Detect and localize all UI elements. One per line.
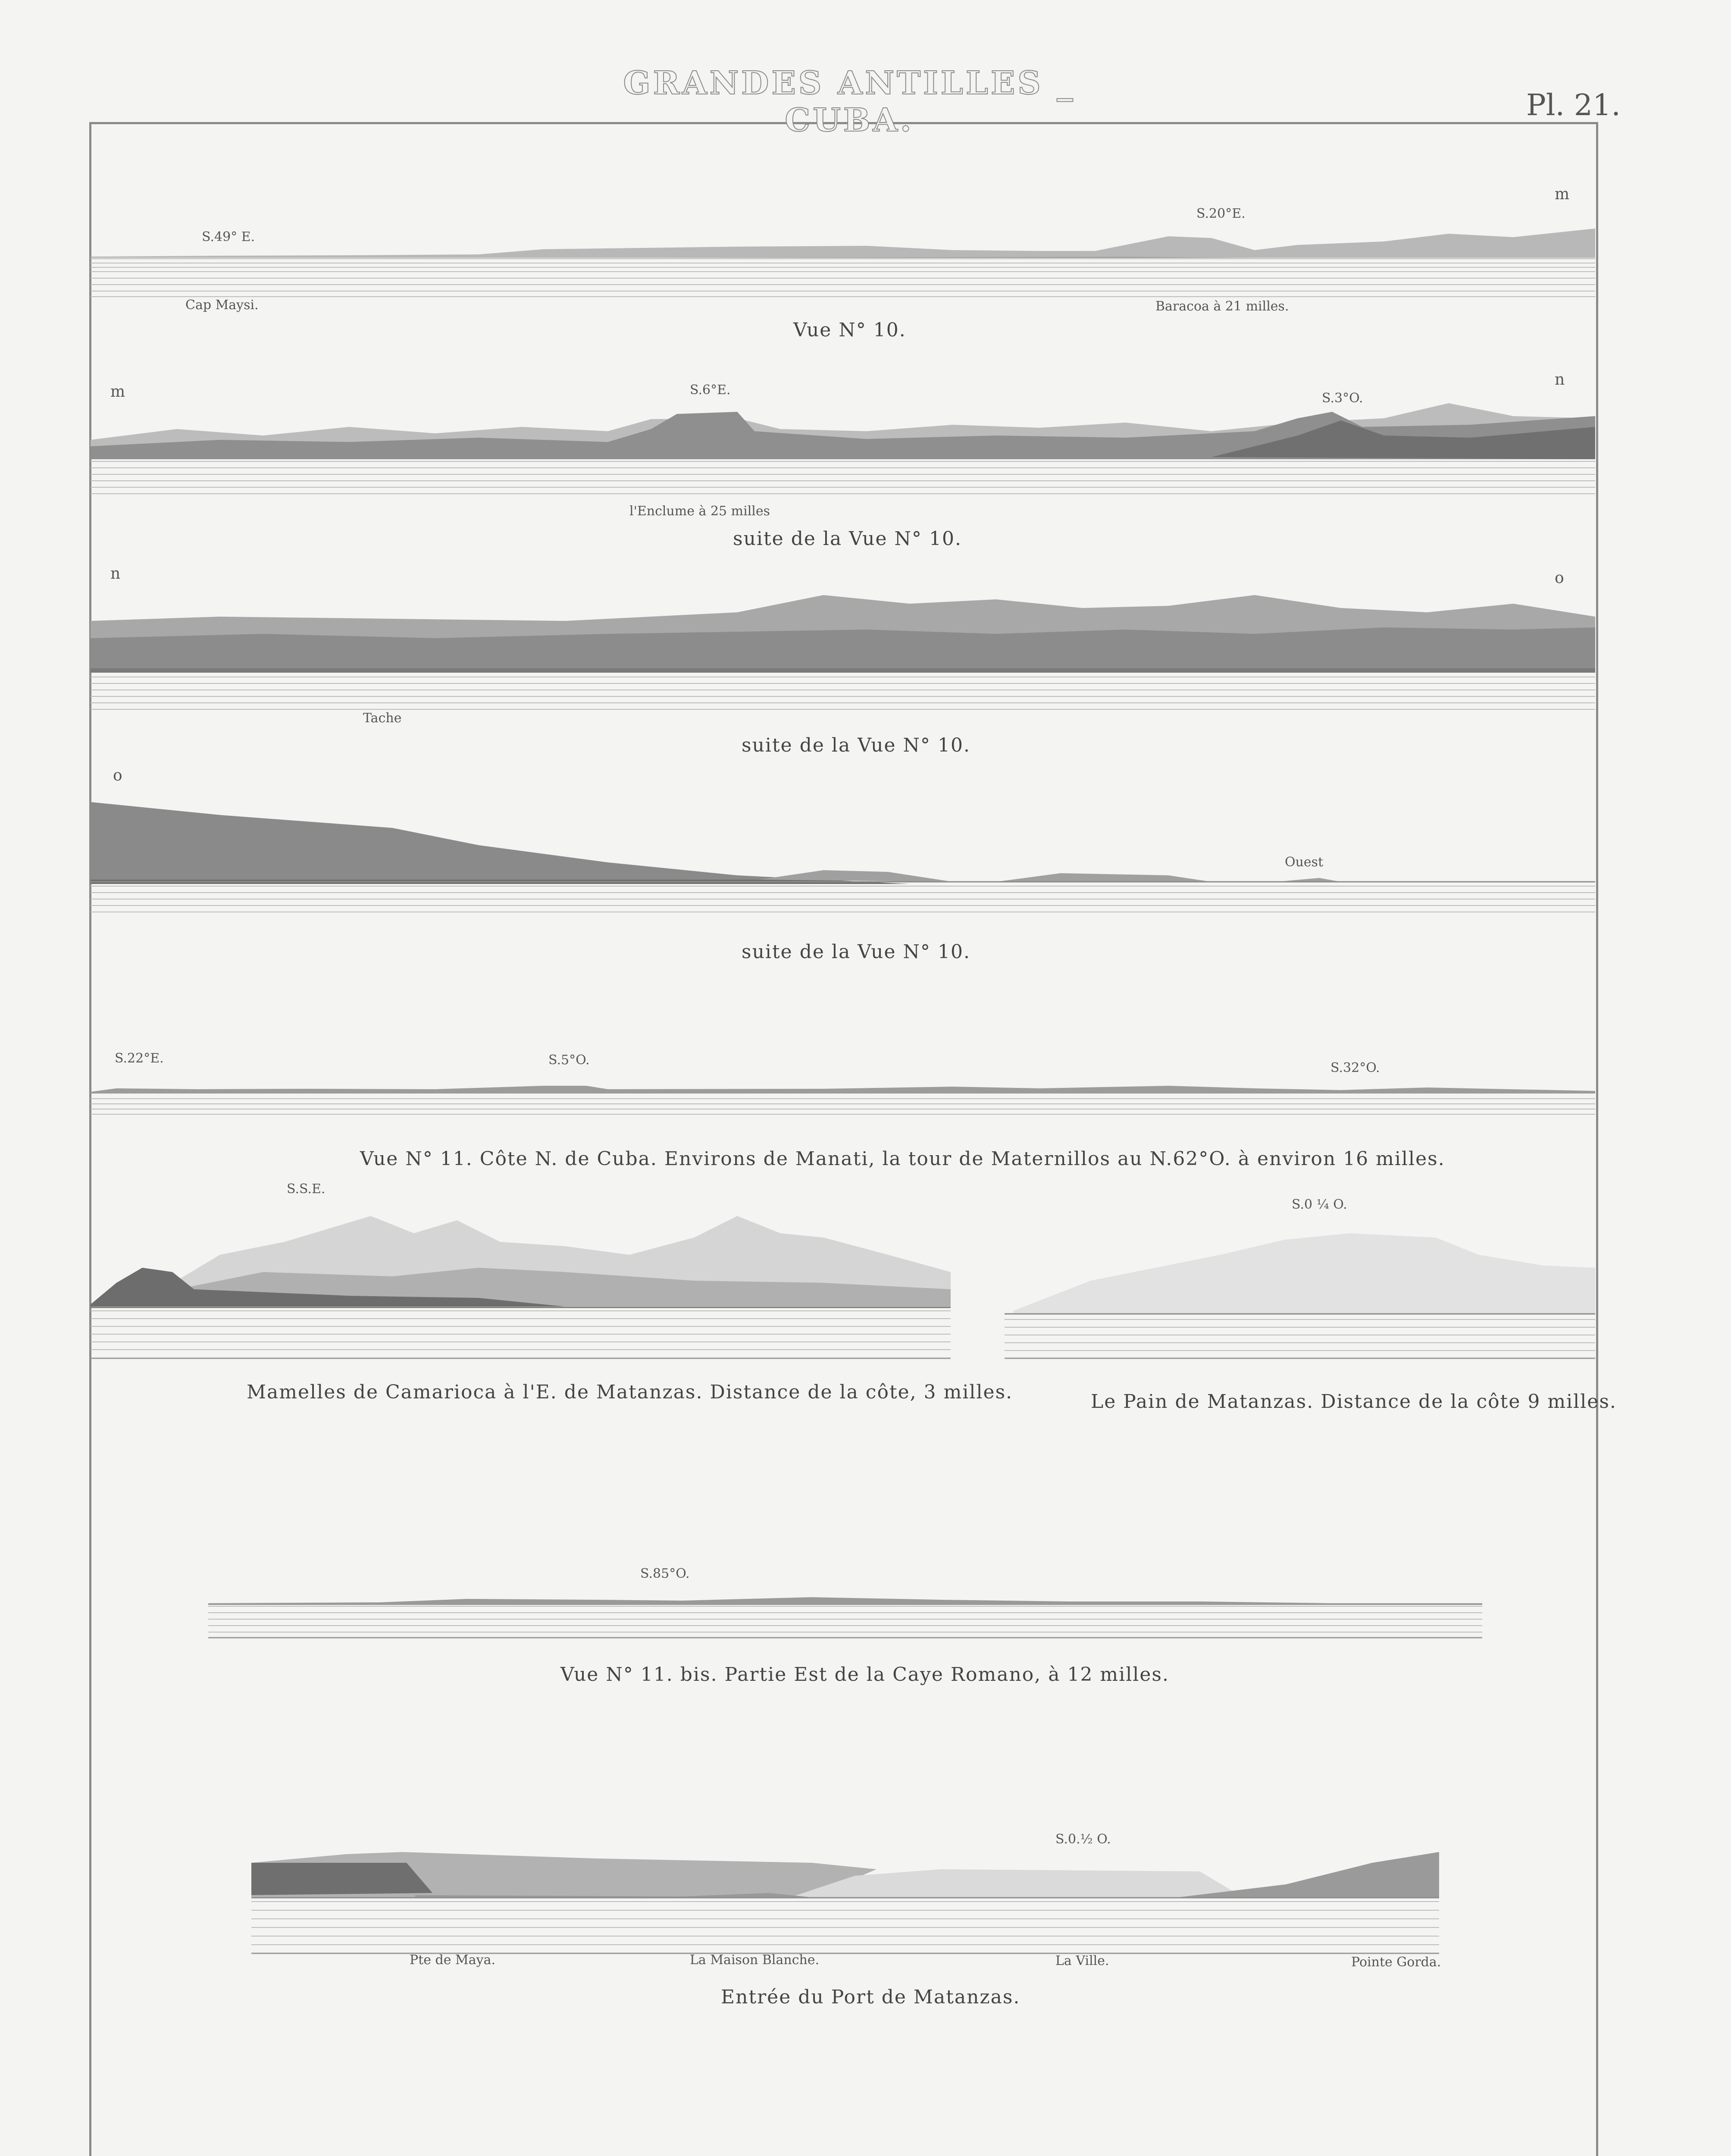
match-letter: n [110, 565, 121, 583]
place-label: Pte de Maya. [410, 1952, 495, 1968]
bearing-label: S.32°O. [1330, 1060, 1380, 1075]
place-label: La Ville. [1055, 1953, 1109, 1968]
plate-number: Pl. 21. [1526, 88, 1621, 122]
bearing-label: S.49° E. [202, 229, 255, 244]
coastal-view-suite-3 [91, 793, 1595, 923]
coastal-view-camarioca [91, 1207, 951, 1363]
bearing-label: S.85°O. [640, 1566, 690, 1581]
place-label: Cap Maysi. [185, 298, 259, 313]
place-label: l'Enclume à 25 milles [629, 504, 770, 519]
place-label: Pointe Gorda. [1351, 1955, 1441, 1970]
coastal-view-suite-1 [91, 388, 1595, 505]
match-letter: n [1555, 371, 1565, 389]
view-caption: Mamelles de Camarioca à l'E. de Matanzas. Distance de la côte, 3 milles. [247, 1381, 1013, 1403]
view-caption: suite de la Vue N° 10. [733, 528, 962, 550]
match-letter: m [1555, 185, 1570, 203]
coastline [91, 229, 1595, 258]
coastal-view-suite-2 [91, 586, 1595, 716]
view-caption: Entrée du Port de Matanzas. [721, 1986, 1020, 2008]
place-label: La Maison Blanche. [690, 1952, 820, 1968]
coastal-view-10 [91, 224, 1595, 302]
sea-lines [91, 259, 1595, 297]
match-letter: m [110, 383, 125, 401]
place-label: Ouest [1285, 855, 1324, 870]
bearing-label: S.6°E. [690, 382, 731, 398]
coastal-view-11-bis [208, 1587, 1482, 1643]
view-caption: suite de la Vue N° 10. [742, 941, 970, 963]
view-caption: Vue N° 11. Côte N. de Cuba. Environs de Manati, la tour de Maternillos au N.62°O. à environ 16 milles. [360, 1148, 1445, 1170]
match-letter: o [1555, 569, 1564, 587]
bearing-label: S.3°O. [1322, 391, 1363, 406]
bearing-label: S.20°E. [1196, 206, 1246, 221]
view-caption: Vue N° 11. bis. Partie Est de la Caye Romano, à 12 milles. [560, 1664, 1169, 1686]
place-label: Tache [363, 711, 402, 726]
view-caption: Le Pain de Matanzas. Distance de la côte 9 milles. [1091, 1391, 1617, 1413]
view-caption: Vue N° 10. [793, 319, 906, 341]
coastal-view-11 [91, 1069, 1595, 1125]
plate-title: GRANDES ANTILLES _ CUBA. [623, 65, 1076, 139]
bearing-label: S.22°E. [115, 1051, 164, 1066]
coastal-view-pain-de-matanzas [1005, 1207, 1595, 1363]
place-label: Baracoa à 21 milles. [1155, 299, 1289, 314]
bearing-label: S.0 ¼ O. [1292, 1197, 1347, 1212]
bearing-label: S.S.E. [287, 1181, 326, 1197]
view-caption: suite de la Vue N° 10. [742, 734, 970, 756]
coastal-view-port-de-matanzas [251, 1846, 1439, 1958]
bearing-label: S.0.½ O. [1055, 1832, 1111, 1847]
bearing-label: S.5°O. [548, 1053, 590, 1068]
match-letter: o [113, 767, 122, 784]
